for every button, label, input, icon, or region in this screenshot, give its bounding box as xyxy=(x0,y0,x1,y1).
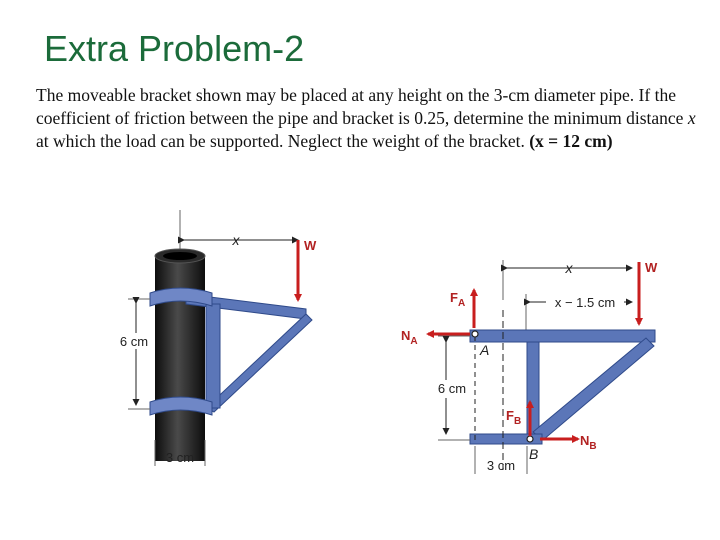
fb-label xyxy=(506,408,521,427)
right-bracket-top-arm xyxy=(470,330,655,342)
left-figure xyxy=(116,210,317,466)
fa-sub: A xyxy=(457,298,466,309)
right-3cm-label: 3 cm xyxy=(486,458,516,473)
left-6cm-label: 6 cm xyxy=(119,334,149,349)
point-b-label: B xyxy=(529,446,539,462)
fb-sub: B xyxy=(513,416,522,427)
fb-letter: F xyxy=(506,408,514,423)
point-a-label: A xyxy=(480,342,490,358)
problem-variable: x xyxy=(687,108,696,128)
right-figure xyxy=(401,260,658,474)
nb-label xyxy=(580,433,597,452)
pipe-opening xyxy=(163,252,197,260)
answer: (x = 12 cm) xyxy=(529,131,613,151)
right-bracket-diagonal xyxy=(533,338,654,440)
na-label xyxy=(401,328,418,347)
pipe xyxy=(155,256,205,461)
left-x-label: x xyxy=(232,232,240,248)
slide-title: Extra Problem-2 xyxy=(44,28,305,69)
contact-point-b xyxy=(527,436,533,442)
fa-letter: F xyxy=(450,290,458,305)
left-bracket-diagonal xyxy=(206,314,312,412)
problem-text-rest: at which the load can be supported. Neglect the weight of the bracket. xyxy=(36,131,530,151)
problem-text: The moveable bracket shown may be placed at any height on the 3-cm diameter pipe. If the coefficient of friction between the pipe and bracket is 0.25, determine the minimum distance xyxy=(36,85,688,128)
right-6cm-label: 6 cm xyxy=(437,381,467,396)
left-bracket-vertical xyxy=(206,304,220,408)
na-sub: A xyxy=(410,336,418,347)
right-offset-label: x − 1.5 cm xyxy=(554,295,616,310)
nb-sub: B xyxy=(589,441,597,452)
na-letter: N xyxy=(401,328,411,343)
contact-point-a xyxy=(472,331,478,337)
fa-label xyxy=(450,290,465,309)
right-x-label: x xyxy=(565,260,573,276)
left-w-label: W xyxy=(304,238,317,253)
right-w-label: W xyxy=(645,260,658,275)
left-3cm-label: 3 cm xyxy=(165,450,195,465)
nb-letter: N xyxy=(580,433,590,448)
